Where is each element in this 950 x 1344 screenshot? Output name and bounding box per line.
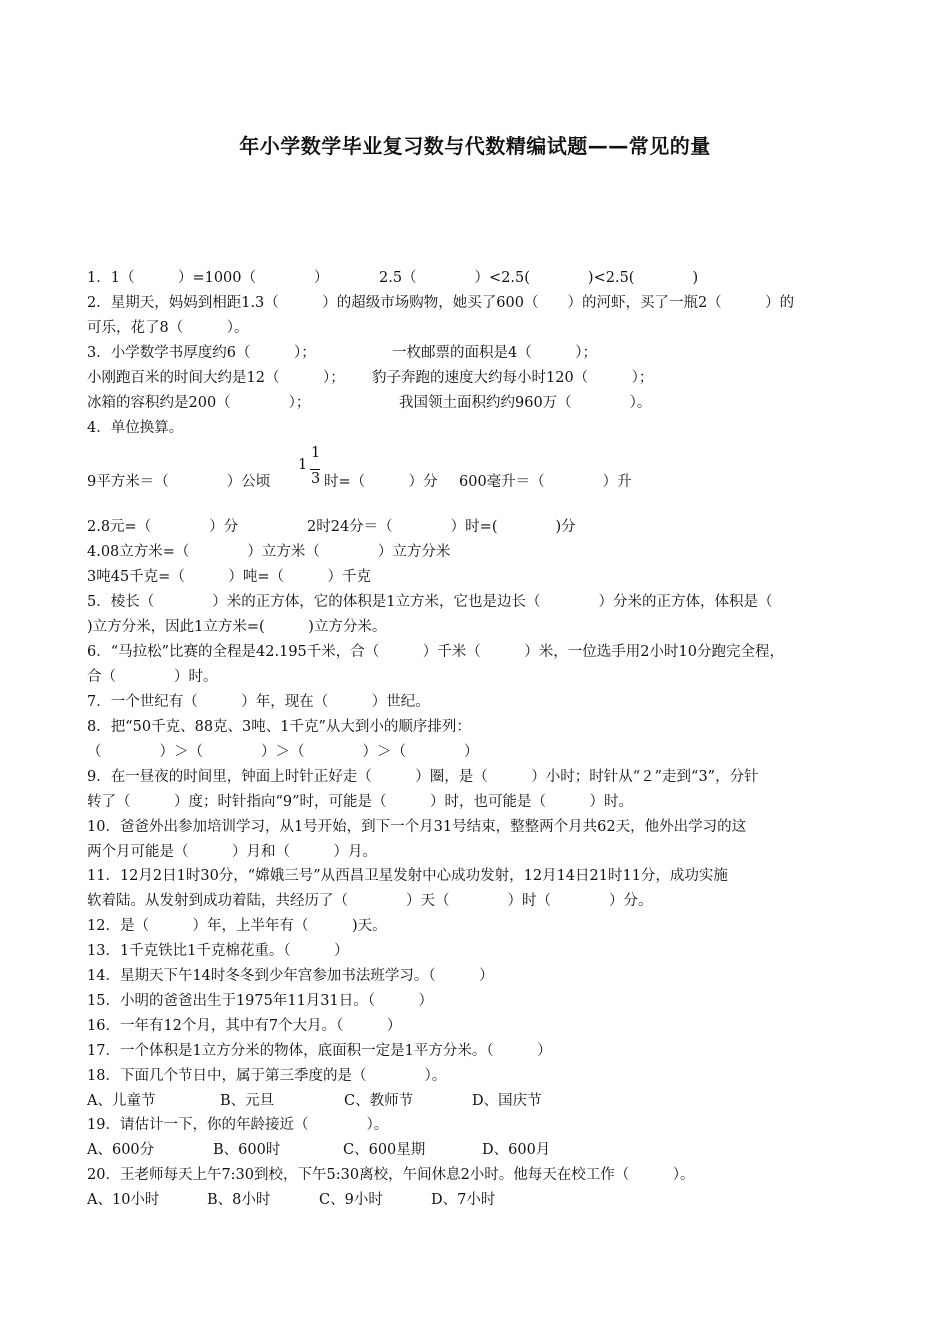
question-4-line-4: 3吨45千克=（ ）吨=（ ）千克 <box>87 569 371 585</box>
question-11-line-2: 软着陆。从发射到成功着陆，共经历了（ ）天（ ）时（ ）分。 <box>87 893 653 909</box>
question-3-item-leopard: 豹子奔跑的速度大约每小时120（ ）； <box>372 370 654 386</box>
question-9-line-1: 9．在一昼夜的时间里，钟面上时针正好走（ ）圈，是（ ）小时；时针从“２”走到“3”，分针 <box>87 769 759 785</box>
question-15: 15．小明的爸爸出生于1975年11月31日。（ ） <box>87 993 434 1009</box>
option-b: B、8小时 <box>207 1192 271 1208</box>
conversion-volume: 600毫升＝（ ）升 <box>459 474 632 490</box>
fraction-bar <box>310 469 320 470</box>
question-10-line-2: 两个月可能是（ ）月和（ ）月。 <box>87 844 377 860</box>
question-5-line-2: )立方分米，因此1立方米=( )立方分米。 <box>87 619 387 635</box>
question-2-line-1: 2．星期天，妈妈到相距1.3（ ）的超级市场购物，她买了600（ ）的河虾，买了一瓶2（ ）的 <box>87 295 795 311</box>
question-20-stem: 20．王老师每天上午7:30到校，下午5:30离校，午间休息2小时。他每天在校工作（ ）。 <box>87 1167 695 1183</box>
question-14: 14．星期天下午14时冬冬到少年宫参加书法班学习。（ ） <box>87 968 494 984</box>
conversion-hours: 2时24分＝（ ）时=( )分 <box>307 519 576 535</box>
option-b: B、600时 <box>213 1142 281 1158</box>
option-d: D、600月 <box>482 1142 551 1158</box>
question-3-item-run: 小刚跑百米的时间大约是12（ ）； <box>87 370 345 386</box>
question-8-line-1: 8．把“50千克、88克、3吨、1千克”从大到小的顺序排列： <box>87 719 471 735</box>
option-a: A、10小时 <box>87 1192 160 1208</box>
question-19-stem: 19．请估计一下，你的年龄接近（ ）。 <box>87 1117 389 1133</box>
option-c: C、600星期 <box>343 1142 426 1158</box>
option-b: B、元旦 <box>220 1093 275 1109</box>
question-8-line-2: （ ）＞（ ）＞（ ）＞（ ） <box>87 744 479 760</box>
option-c: C、9小时 <box>319 1192 383 1208</box>
option-d: D、国庆节 <box>472 1093 542 1109</box>
question-3-item-book: 3．小学数学书厚度约6（ ）； <box>87 345 316 361</box>
conversion-area: 9平方米＝（ ）公顷 <box>87 474 271 490</box>
question-3-item-fridge: 冰箱的容积约是200（ ）； <box>87 395 311 411</box>
question-20-options <box>87 1190 877 1290</box>
question-5-line-1: 5．棱长（ ）米的正方体，它的体积是1立方米，它也是边长（ ）分米的正方体，体积是（ <box>87 594 773 610</box>
question-3-item-land: 我国领土面积约约960万（ ）。 <box>399 395 652 411</box>
question-4-line-3: 4.08立方米=（ ）立方米（ ）立方分米 <box>87 544 451 560</box>
question-12: 12．是（ ）年，上半年有（ )天。 <box>87 918 387 934</box>
question-16: 16．一年有12个月，其中有7个大月。（ ） <box>87 1018 402 1034</box>
question-2-line-2: 可乐，花了8（ ）。 <box>87 320 249 336</box>
question-11-line-1: 11．12月2日1时30分，“嫦娥三号”从西昌卫星发射中心成功发射，12月14日21时11分，成功实施 <box>87 868 728 884</box>
question-9-line-2: 转了（ ）度；时针指向“9”时，可能是（ ）时，也可能是（ ）时。 <box>87 794 634 810</box>
question-4-heading: 4．单位换算。 <box>87 420 184 436</box>
question-17: 17．一个体积是1立方分米的物体，底面积一定是1平方分米。（ ） <box>87 1043 552 1059</box>
question-6-line-2: 合（ ）时。 <box>87 669 218 685</box>
fraction-numerator: 1 <box>311 445 321 461</box>
question-7: 7．一个世纪有（ ）年，现在（ ）世纪。 <box>87 694 430 710</box>
option-a: A、儿童节 <box>87 1093 156 1109</box>
page-title: 年小学数学毕业复习数与代数精编试题——常见的量 <box>239 134 711 158</box>
question-13: 13．1千克铁比1千克棉花重。（ ） <box>87 943 349 959</box>
fraction-whole: 1 <box>298 457 308 473</box>
conversion-time: 时=（ ）分 <box>324 474 438 490</box>
question-18-stem: 18．下面几个节日中，属于第三季度的是（ ）。 <box>87 1068 447 1084</box>
option-a: A、600分 <box>87 1142 155 1158</box>
option-c: C、教师节 <box>344 1093 414 1109</box>
fraction-denominator: 3 <box>311 471 321 487</box>
question-10-line-1: 10．爸爸外出参加培训学习，从1号开始，到下一个月31号结束，整整两个月共62天，他外出学习的这 <box>87 819 747 835</box>
option-d: D、7小时 <box>431 1192 496 1208</box>
conversion-money: 2.8元=（ ）分 <box>87 519 239 535</box>
question-6-line-1: 6．“马拉松”比赛的全程是42.195千米，合（ ）千米（ ）米，一位选手用2小时10分跑完全程， <box>87 644 784 660</box>
question-1-part-a: 1．1（ ）=1000（ ） <box>87 270 329 286</box>
question-1-part-b: 2.5（ ）<2.5( )<2.5( ) <box>379 270 699 286</box>
question-3-item-stamp: 一枚邮票的面积是4（ ）； <box>392 345 597 361</box>
